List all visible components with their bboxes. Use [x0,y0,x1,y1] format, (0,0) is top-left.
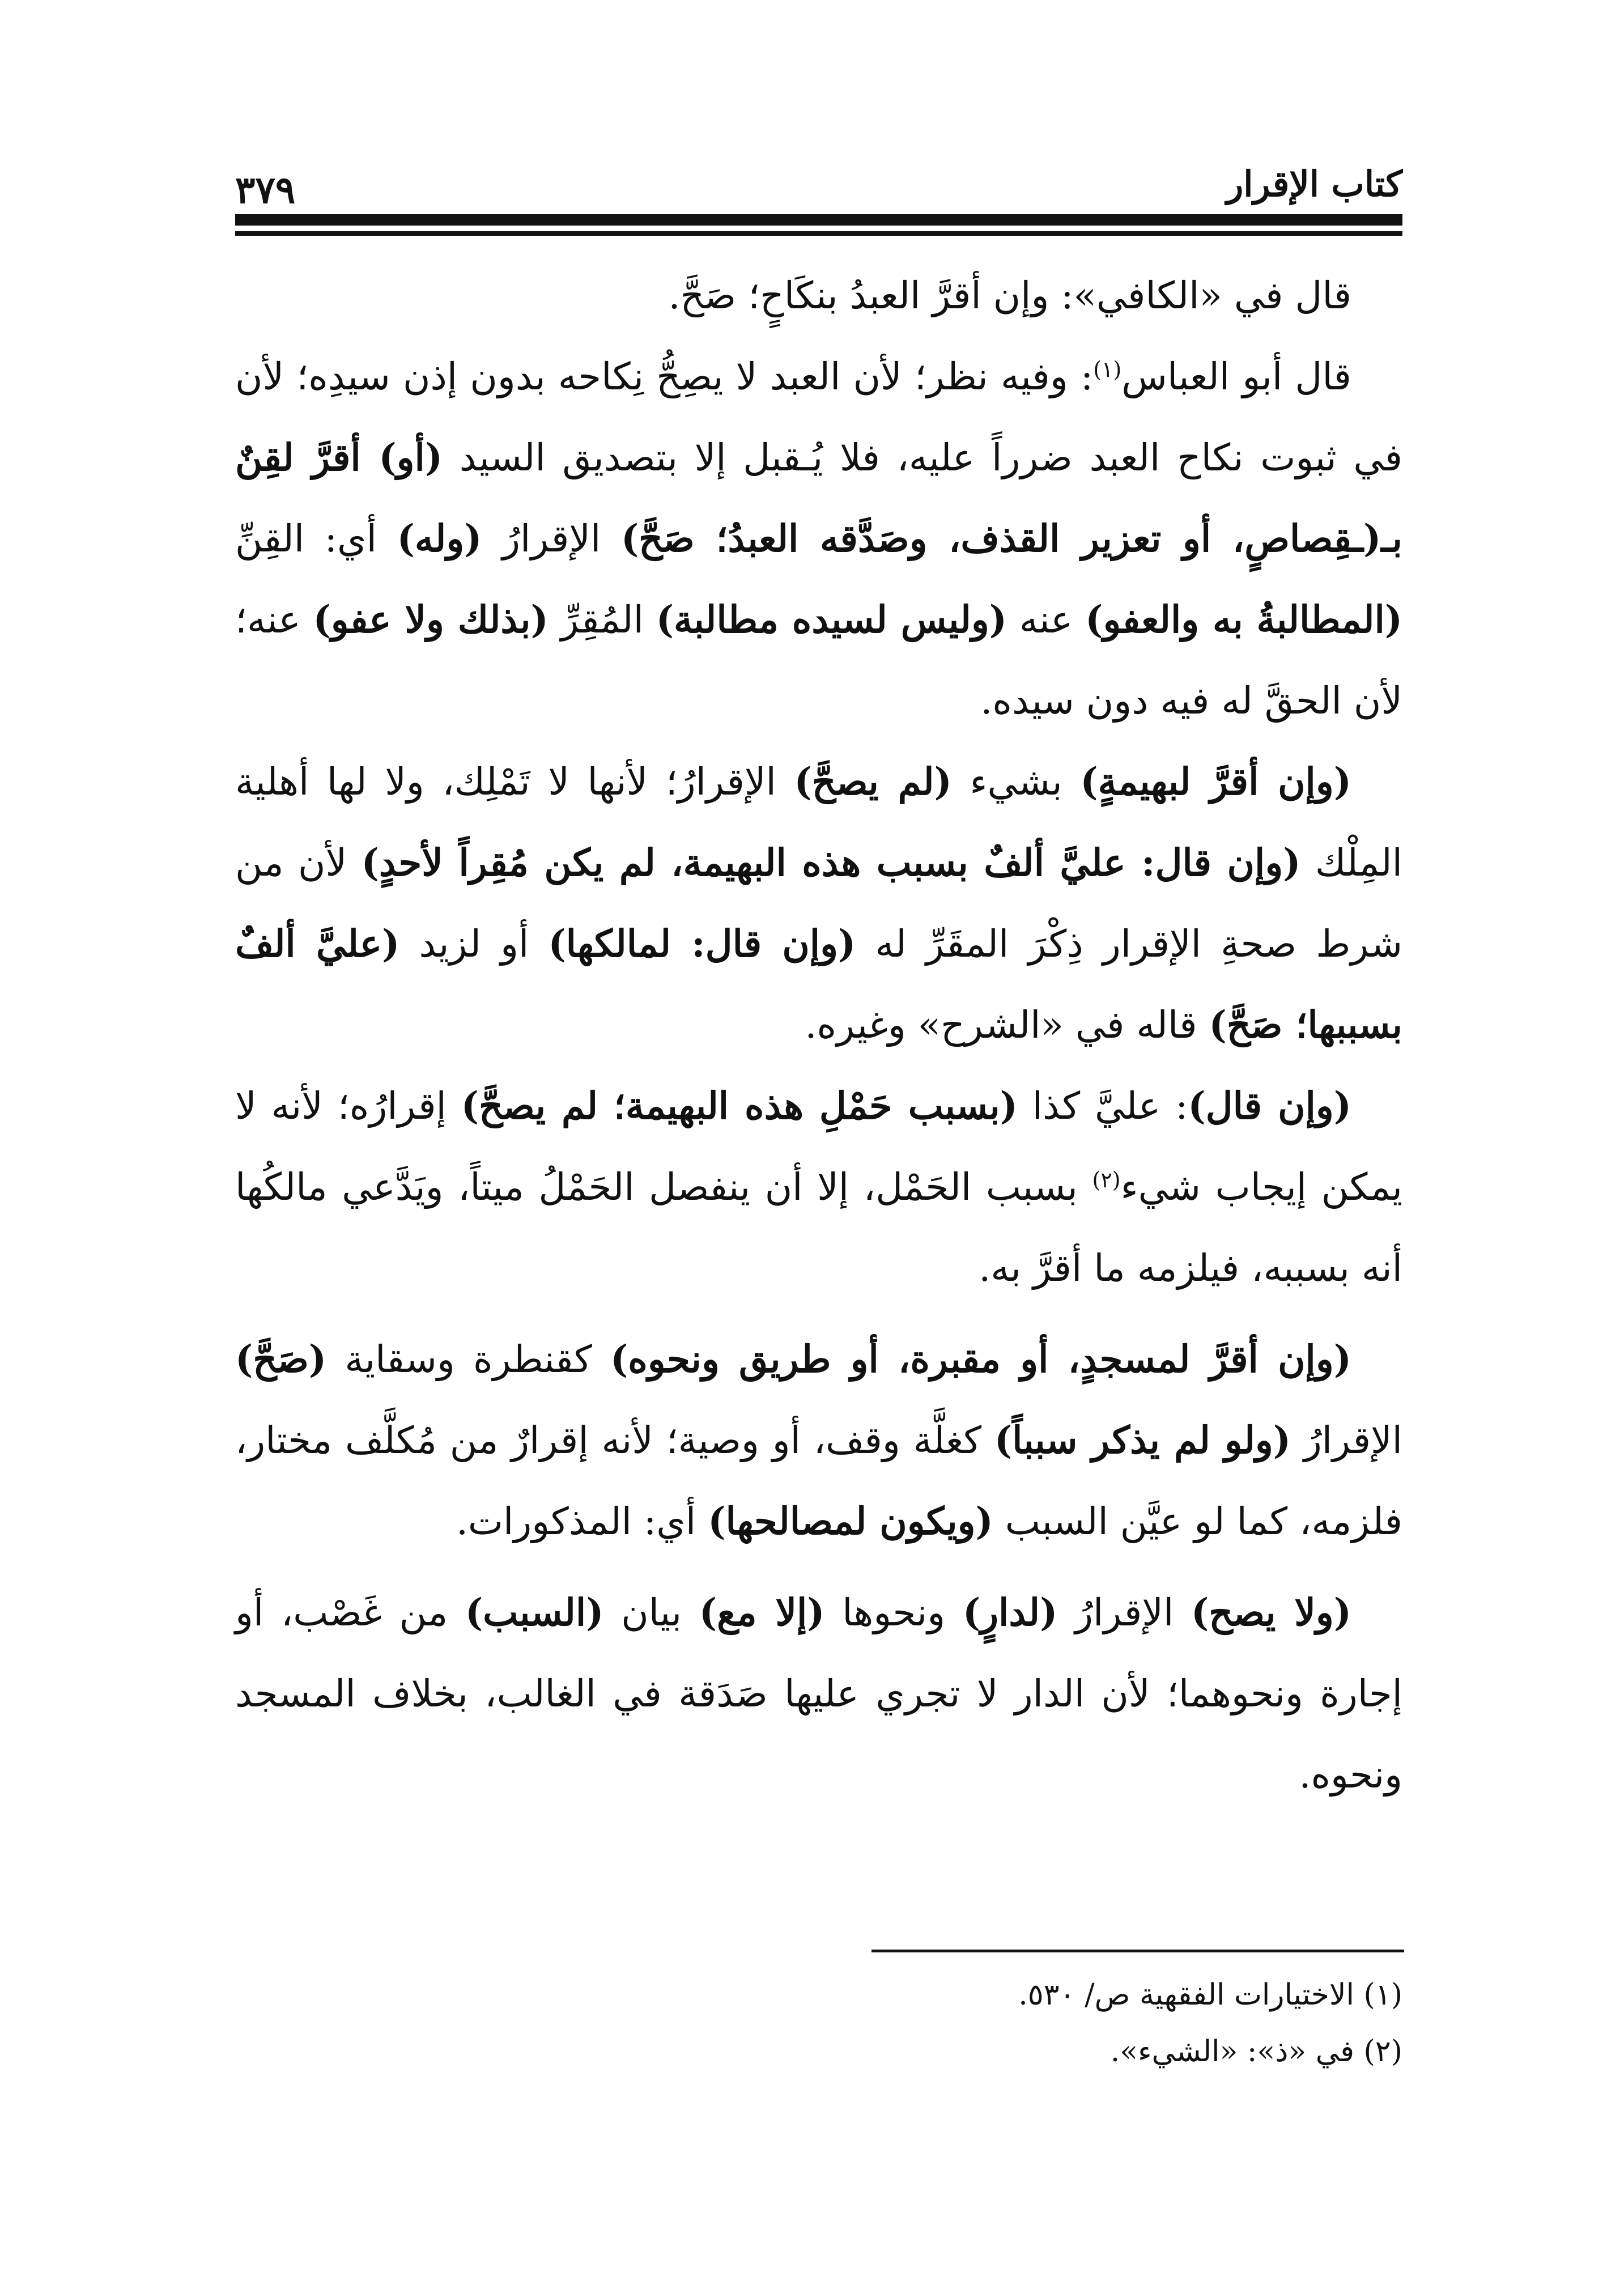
running-header [235,145,1402,212]
footnote-ref: (٢) [1092,1167,1121,1192]
matn-text: (المطالبةُ به والعفو) [1085,597,1403,642]
paragraph [235,1319,1402,1562]
sharh-text: أي: المذكورات. [456,1500,708,1543]
sharh-text: لأن من شرط صحةِ الإقرار ذِكْرَ المقَرِّ له [235,841,1402,966]
matn-text: (عليَّ ألفٌ بسببها؛ صَحَّ) [235,922,1402,1047]
paragraph [235,741,1402,1065]
matn-text: (وله) [397,516,482,560]
matn-text: (وإن قال) [1188,1084,1351,1128]
header-rule-thick [235,214,1402,226]
matn-text: (ولو لم يذكر سبباً) [994,1418,1291,1462]
sharh-text: عنه [1006,598,1086,642]
sharh-text: بشيء [951,760,1081,804]
sharh-text: الإقرارُ [482,517,621,560]
matn-text: (لدارٍ) [962,1590,1058,1634]
page-number: ٣٧٩ [235,168,296,212]
sharh-text: الإقرارُ [1291,1419,1402,1462]
chapter-title: كتاب الإقرار [1226,163,1402,205]
sharh-text: من غَصْب، أو إجارة ونحوهما؛ لأن الدار لا تجري عليها صَدَقة في الغالب، بخلاف المسجد ونحوه. [235,1591,1402,1797]
matn-text: (السبب) [465,1590,604,1634]
sharh-text: عنه؛ لأن الحقَّ له فيه دون سيده. [235,598,1402,723]
sharh-text: أو لزيد [399,922,549,966]
sharh-text: قاله في «الشرح» وغيره. [805,1003,1209,1047]
sharh-text: الإقرارُ [1057,1591,1192,1634]
paragraph [235,1572,1402,1815]
matn-text: (وإن قال: لمالكها) [548,922,856,966]
sharh-text: قال في «الكافي»: وإن أقرَّ العبدُ بنكَاحٍ؛ صَحَّ. [668,274,1351,317]
paragraph [235,336,1402,741]
sharh-text: كغلَّة وقف، أو وصية؛ لأنه إقرارٌ من مُكلَّف مختار، فلزمه، كما لو عيَّن السبب [235,1419,1402,1543]
matn-text: (وليس لسيده مطالبة) [656,597,1007,642]
matn-text: (لم يصحَّ) [794,759,952,804]
matn-text: (بذلك ولا عفو) [313,597,549,642]
footnote-separator [871,1950,1404,1952]
sharh-text: بسبب الحَمْل، إلا أن ينفصل الحَمْلُ ميتاً، ويَدَّعي مالكُها أنه بسببه، فيلزمه ما أقرَّ به. [235,1165,1402,1290]
footnotes [235,1967,1402,2080]
paragraph [235,1065,1402,1309]
sharh-text: إقرارُه؛ لأنه لا يمكن إيجاب شيء [235,1084,1403,1209]
matn-text: (أو) أقرَّ لقِنٌ بـ(ـقِصاصٍ، أو تعزير القذف، وصَدَّقه العبدُ؛ صَحَّ) [235,435,1403,560]
footnote-1: (١) الاختيارات الفقهية ص/ ٥٣٠. [1018,1978,1402,2012]
sharh-text: المُقِرِّ [548,598,656,642]
sharh-text: قال أبو العباس [1121,355,1351,398]
matn-text: (بسبب حَمْلِ هذه البهيمة؛ لم يصحَّ) [461,1084,1018,1128]
footnote-ref: (١) [1093,357,1122,382]
matn-text: (صَحَّ) [235,1337,327,1381]
sharh-text: بيان [603,1591,699,1634]
sharh-text: أي: القِنِّ [235,517,397,560]
sharh-text: : عليَّ كذا [1017,1084,1188,1128]
matn-text: (ولا يصح) [1191,1590,1351,1634]
main-text [235,255,1402,1815]
sharh-text: الإقرارُ؛ لأنها لا تَمْلِك، ولا لها أهلية المِلْك [235,760,1402,885]
matn-text: (إلا مع) [699,1590,825,1634]
sharh-text: ونحوها [824,1591,963,1634]
matn-text: (وإن قال: عليَّ ألفٌ بسبب هذه البهيمة، لم يكن مُقِراً لأحدٍ) [361,840,1301,885]
matn-text: (ويكون لمصالحها) [708,1499,993,1543]
matn-text: (وإن أقرَّ لبهيمةٍ) [1080,759,1351,804]
footnote-2: (٢) في «ذ»: «الشيء». [1110,2035,1402,2069]
matn-text: (وإن أقرَّ لمسجدٍ، أو مقبرة، أو طريق ونحوه) [610,1337,1351,1381]
paragraph [235,255,1402,336]
header-rule-thin [235,231,1402,236]
sharh-text: : وفيه نظر؛ لأن العبد لا يصِحُّ نِكاحه بدون إذن سيدِه؛ لأن في ثبوت نكاح العبد ضرراً عليه، فلا يُـقبل إلا بتصديق السيد [235,355,1402,479]
sharh-text: كقنطرة وسقاية [326,1337,611,1381]
